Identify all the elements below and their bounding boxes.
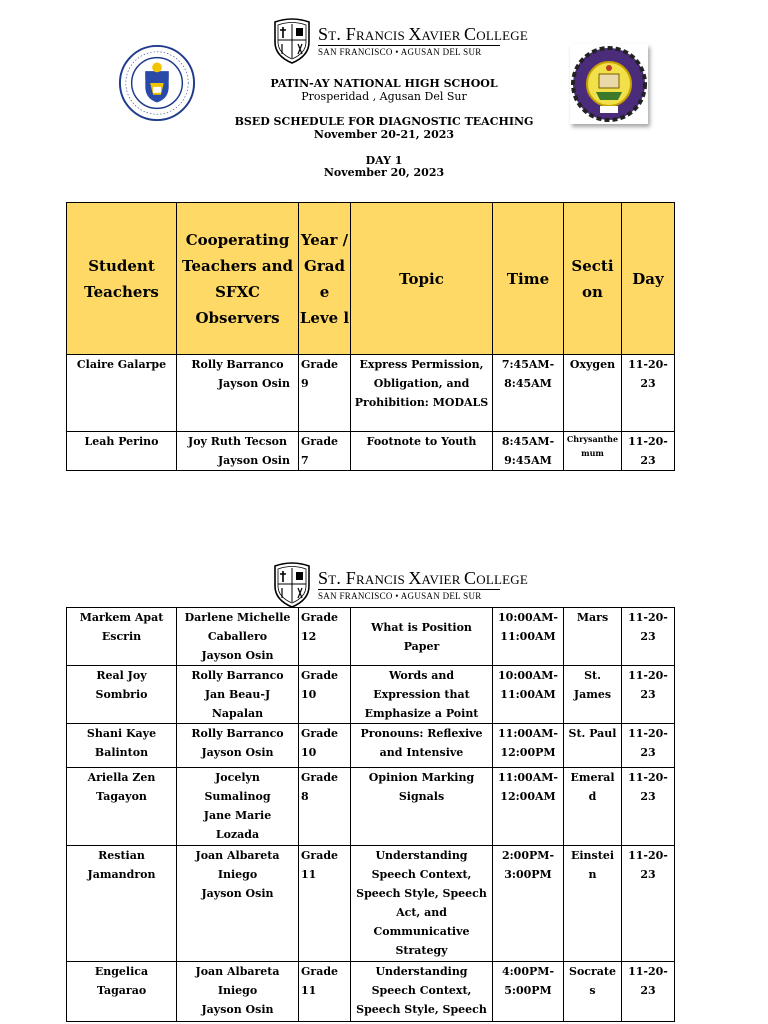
cell-cooperating-line: Jan Beau-J <box>204 688 271 701</box>
cell-student: Leah Perino <box>67 432 177 471</box>
cell-day <box>622 846 675 962</box>
cell-grade-line: Grade <box>301 435 339 448</box>
cell-cooperating-line: Rolly Barranco <box>191 727 284 740</box>
cell-section-line: n <box>588 868 597 881</box>
schedule-table-page2 <box>66 607 675 1022</box>
cell-grade-line: Grade <box>301 965 339 978</box>
cell-grade <box>299 666 351 724</box>
cell-grade-line: 9 <box>301 377 309 390</box>
cell-grade-line: 10 <box>301 746 317 759</box>
cell-topic-line: Signals <box>398 790 445 803</box>
cell-grade-line: Grade <box>301 358 339 371</box>
school-name: PATIN-AY NATIONAL HIGH SCHOOL <box>270 77 498 90</box>
cell-cooperating-line: Lozada <box>215 828 260 841</box>
cell-student <box>67 724 177 768</box>
cell-day-line: 23 <box>640 630 656 643</box>
letterhead-rule <box>318 589 500 590</box>
cell-student-line: Escrin <box>101 630 142 643</box>
cell-section-line: St. Paul <box>568 727 617 740</box>
cell-topic-line: Communicative <box>373 925 470 938</box>
cell-cooperating-line: Darlene Michelle <box>184 611 291 624</box>
cell-grade-line: Grade <box>301 669 339 682</box>
header-year-grade: Year / Grad e Leve l <box>299 203 351 355</box>
cell-day <box>622 962 675 1022</box>
cell-section <box>564 724 622 768</box>
cell-topic-line: and Intensive <box>379 746 464 759</box>
cell-section-line: James <box>573 688 612 701</box>
day-label: DAY 1 <box>365 154 403 167</box>
table-row <box>67 355 675 432</box>
cell-grade-line: 11 <box>301 868 317 881</box>
cell-topic-line: Speech Style, Speech <box>356 887 487 900</box>
cell-cooperating-line: Jayson Osin <box>201 1003 274 1016</box>
cell-day: 11-20-23 <box>622 432 675 471</box>
cell-student <box>67 608 177 666</box>
header-time: Time <box>493 203 564 355</box>
cell-grade <box>299 962 351 1022</box>
cell-grade <box>299 355 351 432</box>
college-name: ST. FRANCIS XAVIER COLLEGE <box>318 568 528 588</box>
cell-time-line: 11:00AM- <box>498 771 558 784</box>
cell-grade <box>299 846 351 962</box>
college-letterhead-page2 <box>272 562 528 610</box>
cell-topic-line: Paper <box>403 639 440 653</box>
cell-section <box>564 846 622 962</box>
cell-grade <box>299 768 351 846</box>
cell-time-line: 3:00PM <box>504 868 552 881</box>
cell-student-line: Real Joy <box>96 669 147 682</box>
table-row <box>67 846 675 962</box>
cell-student-line: Engelica <box>94 965 149 978</box>
college-name: ST. FRANCIS XAVIER COLLEGE <box>318 24 528 44</box>
cell-student <box>67 666 177 724</box>
cell-student-line: Restian <box>98 849 145 862</box>
cell-time <box>493 846 564 962</box>
cell-time-line: 5:00PM <box>504 984 552 997</box>
letterhead-rule <box>318 45 500 46</box>
cell-section-line: Socrate <box>569 965 616 978</box>
cell-day <box>622 768 675 846</box>
cell-topic <box>351 666 493 724</box>
cell-topic: Express Permission, Obligation, and Prohibition: MODALS <box>351 355 493 432</box>
cell-topic-line: Opinion Marking <box>368 771 475 784</box>
school-address: Prosperidad , Agusan Del Sur <box>301 90 467 103</box>
cell-grade-line: 7 <box>301 454 309 467</box>
cell-topic-line: Words and <box>388 669 455 682</box>
cell-cooperating-line: Jocelyn <box>215 771 260 784</box>
cell-grade-line: Grade <box>301 771 339 784</box>
table-row <box>67 432 675 471</box>
cell-day: 11-20-23 <box>622 355 675 432</box>
cell-topic-line: Speech Style, Speech <box>356 1003 487 1016</box>
cell-student <box>67 768 177 846</box>
cell-day-line: 11-20- <box>628 771 668 784</box>
cell-grade-line: 8 <box>301 790 309 803</box>
cell-topic-line: Understanding <box>375 965 468 978</box>
cell-student <box>67 846 177 962</box>
college-location: SAN FRANCISCO • AGUSAN DEL SUR <box>318 591 482 601</box>
cell-time-line: 11:00AM- <box>498 727 558 740</box>
college-crest-icon <box>272 562 312 608</box>
college-crest-icon <box>272 18 312 64</box>
cell-day-line: 11-20- <box>628 669 668 682</box>
cell-grade-line: 12 <box>301 630 317 643</box>
cell-day-line: 23 <box>640 984 656 997</box>
cell-cooperating <box>177 846 299 962</box>
cell-student-line: Tagayon <box>96 790 147 803</box>
cell-cooperating <box>177 768 299 846</box>
cell-section <box>564 666 622 724</box>
cell-time-line: 4:00PM- <box>501 965 555 978</box>
cell-topic <box>351 768 493 846</box>
cell-cooperating-line: Jayson Osin <box>201 649 274 662</box>
cell-cooperating-line: Iniego <box>217 984 258 997</box>
cell-day <box>622 608 675 666</box>
header-cooperating-teachers: Cooperating Teachers and SFXC Observers <box>177 203 299 355</box>
cell-day-line: 11-20- <box>628 727 668 740</box>
page1-header <box>0 0 768 200</box>
cell-section-line: Einstei <box>570 849 614 862</box>
table-header-row <box>67 203 675 355</box>
cell-grade <box>299 608 351 666</box>
schedule-table-page1 <box>66 202 675 471</box>
cell-time <box>493 962 564 1022</box>
cell-grade-line: 11 <box>301 984 317 997</box>
cell-cooperating-line: Sumalinog <box>204 790 271 803</box>
college-letterhead <box>272 18 528 66</box>
cell-cooperating <box>177 724 299 768</box>
table-row <box>67 768 675 846</box>
cell-student-line: Balinton <box>94 746 149 759</box>
cell-topic-line: Expression that <box>373 688 470 701</box>
cell-day-line: 11-20- <box>628 611 668 624</box>
cell-day <box>622 724 675 768</box>
table-row <box>67 962 675 1022</box>
cell-cooperating-line: Jayson Osin <box>217 454 290 467</box>
cell-time <box>493 608 564 666</box>
cell-time-line: 11:00AM <box>500 688 556 701</box>
cell-student: Claire Galarpe <box>67 355 177 432</box>
cell-topic <box>351 846 493 962</box>
cell-section: Oxygen <box>564 355 622 432</box>
cell-student-line: Shani Kaye <box>86 727 157 740</box>
cell-section <box>564 962 622 1022</box>
cell-grade-line: Grade <box>301 849 339 862</box>
cell-cooperating-line: Jayson Osin <box>201 887 274 900</box>
cell-cooperating-line: Joan Albareta <box>195 965 280 978</box>
cell-section <box>564 768 622 846</box>
header-day: Day <box>622 203 675 355</box>
cell-section-line: d <box>588 790 597 803</box>
cell-topic: Footnote to Youth <box>351 432 493 471</box>
cell-topic-line: Strategy <box>395 944 448 957</box>
cell-cooperating-line: Napalan <box>211 707 264 720</box>
cell-time-line: 2:00PM- <box>501 849 555 862</box>
cell-cooperating <box>177 962 299 1022</box>
cell-cooperating-line: Jayson Osin <box>217 377 290 390</box>
cell-grade-line: Grade <box>301 727 339 740</box>
cell-student-line: Tagarao <box>96 984 147 997</box>
cell-cooperating-line: Jayson Osin <box>201 746 274 759</box>
cell-cooperating <box>177 666 299 724</box>
college-location: SAN FRANCISCO • AGUSAN DEL SUR <box>318 47 482 57</box>
cell-cooperating-line: Caballero <box>207 630 268 643</box>
header-section: Secti on <box>564 203 622 355</box>
cell-cooperating <box>177 355 299 432</box>
cell-day-line: 11-20- <box>628 965 668 978</box>
cell-time: 7:45AM-8:45AM <box>493 355 564 432</box>
cell-day-line: 23 <box>640 790 656 803</box>
cell-section-line: Emeral <box>570 771 615 784</box>
cell-student-line: Markem Apat <box>79 611 164 624</box>
cell-topic-line: What is Position <box>371 620 472 634</box>
cell-section: Chrysanthemum <box>564 432 622 471</box>
cell-cooperating-line: Rolly Barranco <box>191 669 284 682</box>
table-row <box>67 666 675 724</box>
cell-topic <box>351 962 493 1022</box>
cell-cooperating-line: Joy Ruth Tecson <box>188 435 287 448</box>
cell-topic-line: Speech Context, <box>371 984 472 997</box>
cell-section-line: St. <box>584 669 601 682</box>
cell-cooperating-line: Iniego <box>217 868 258 881</box>
header-student-teachers: Student Teachers <box>67 203 177 355</box>
cell-cooperating-line: Joan Albareta <box>195 849 280 862</box>
cell-time <box>493 724 564 768</box>
cell-cooperating <box>177 608 299 666</box>
cell-section-line: s <box>589 984 596 997</box>
schedule-dates: November 20-21, 2023 <box>313 128 455 141</box>
header-topic: Topic <box>351 203 493 355</box>
cell-topic <box>351 608 493 666</box>
table-row <box>67 724 675 768</box>
cell-student <box>67 962 177 1022</box>
cell-time-line: 10:00AM- <box>498 669 558 682</box>
cell-topic-line: Speech Context, <box>371 868 472 881</box>
cell-day <box>622 666 675 724</box>
day-date: November 20, 2023 <box>323 166 445 179</box>
cell-topic-line: Emphasize a Point <box>364 707 479 720</box>
cell-day-line: 11-20- <box>628 849 668 862</box>
cell-grade-line: 10 <box>301 688 317 701</box>
cell-student-line: Ariella Zen <box>87 771 156 784</box>
cell-cooperating-line: Jane Marie <box>203 809 272 822</box>
cell-cooperating-line: Rolly Barranco <box>191 358 284 371</box>
cell-section-line: Mars <box>576 611 609 624</box>
cell-grade <box>299 724 351 768</box>
cell-section <box>564 608 622 666</box>
cell-time-line: 11:00AM <box>500 630 556 643</box>
cell-topic-line: Pronouns: Reflexive <box>360 727 483 740</box>
cell-student-line: Sombrio <box>95 688 148 701</box>
cell-cooperating <box>177 432 299 471</box>
cell-time-line: 10:00AM- <box>498 611 558 624</box>
cell-grade-line: Grade <box>301 611 339 624</box>
cell-time <box>493 666 564 724</box>
cell-topic-line: Act, and <box>396 906 447 919</box>
cell-time <box>493 768 564 846</box>
cell-day-line: 23 <box>640 868 656 881</box>
table-row <box>67 608 675 666</box>
cell-topic-line: Understanding <box>375 849 468 862</box>
cell-student-line: Jamandron <box>87 868 156 881</box>
cell-time: 8:45AM-9:45AM <box>493 432 564 471</box>
schedule-title: BSED SCHEDULE FOR DIAGNOSTIC TEACHING <box>234 115 534 128</box>
cell-time-line: 12:00AM <box>500 790 556 803</box>
cell-topic <box>351 724 493 768</box>
cell-day-line: 23 <box>640 746 656 759</box>
cell-grade <box>299 432 351 471</box>
cell-day-line: 23 <box>640 688 656 701</box>
cell-time-line: 12:00PM <box>500 746 556 759</box>
